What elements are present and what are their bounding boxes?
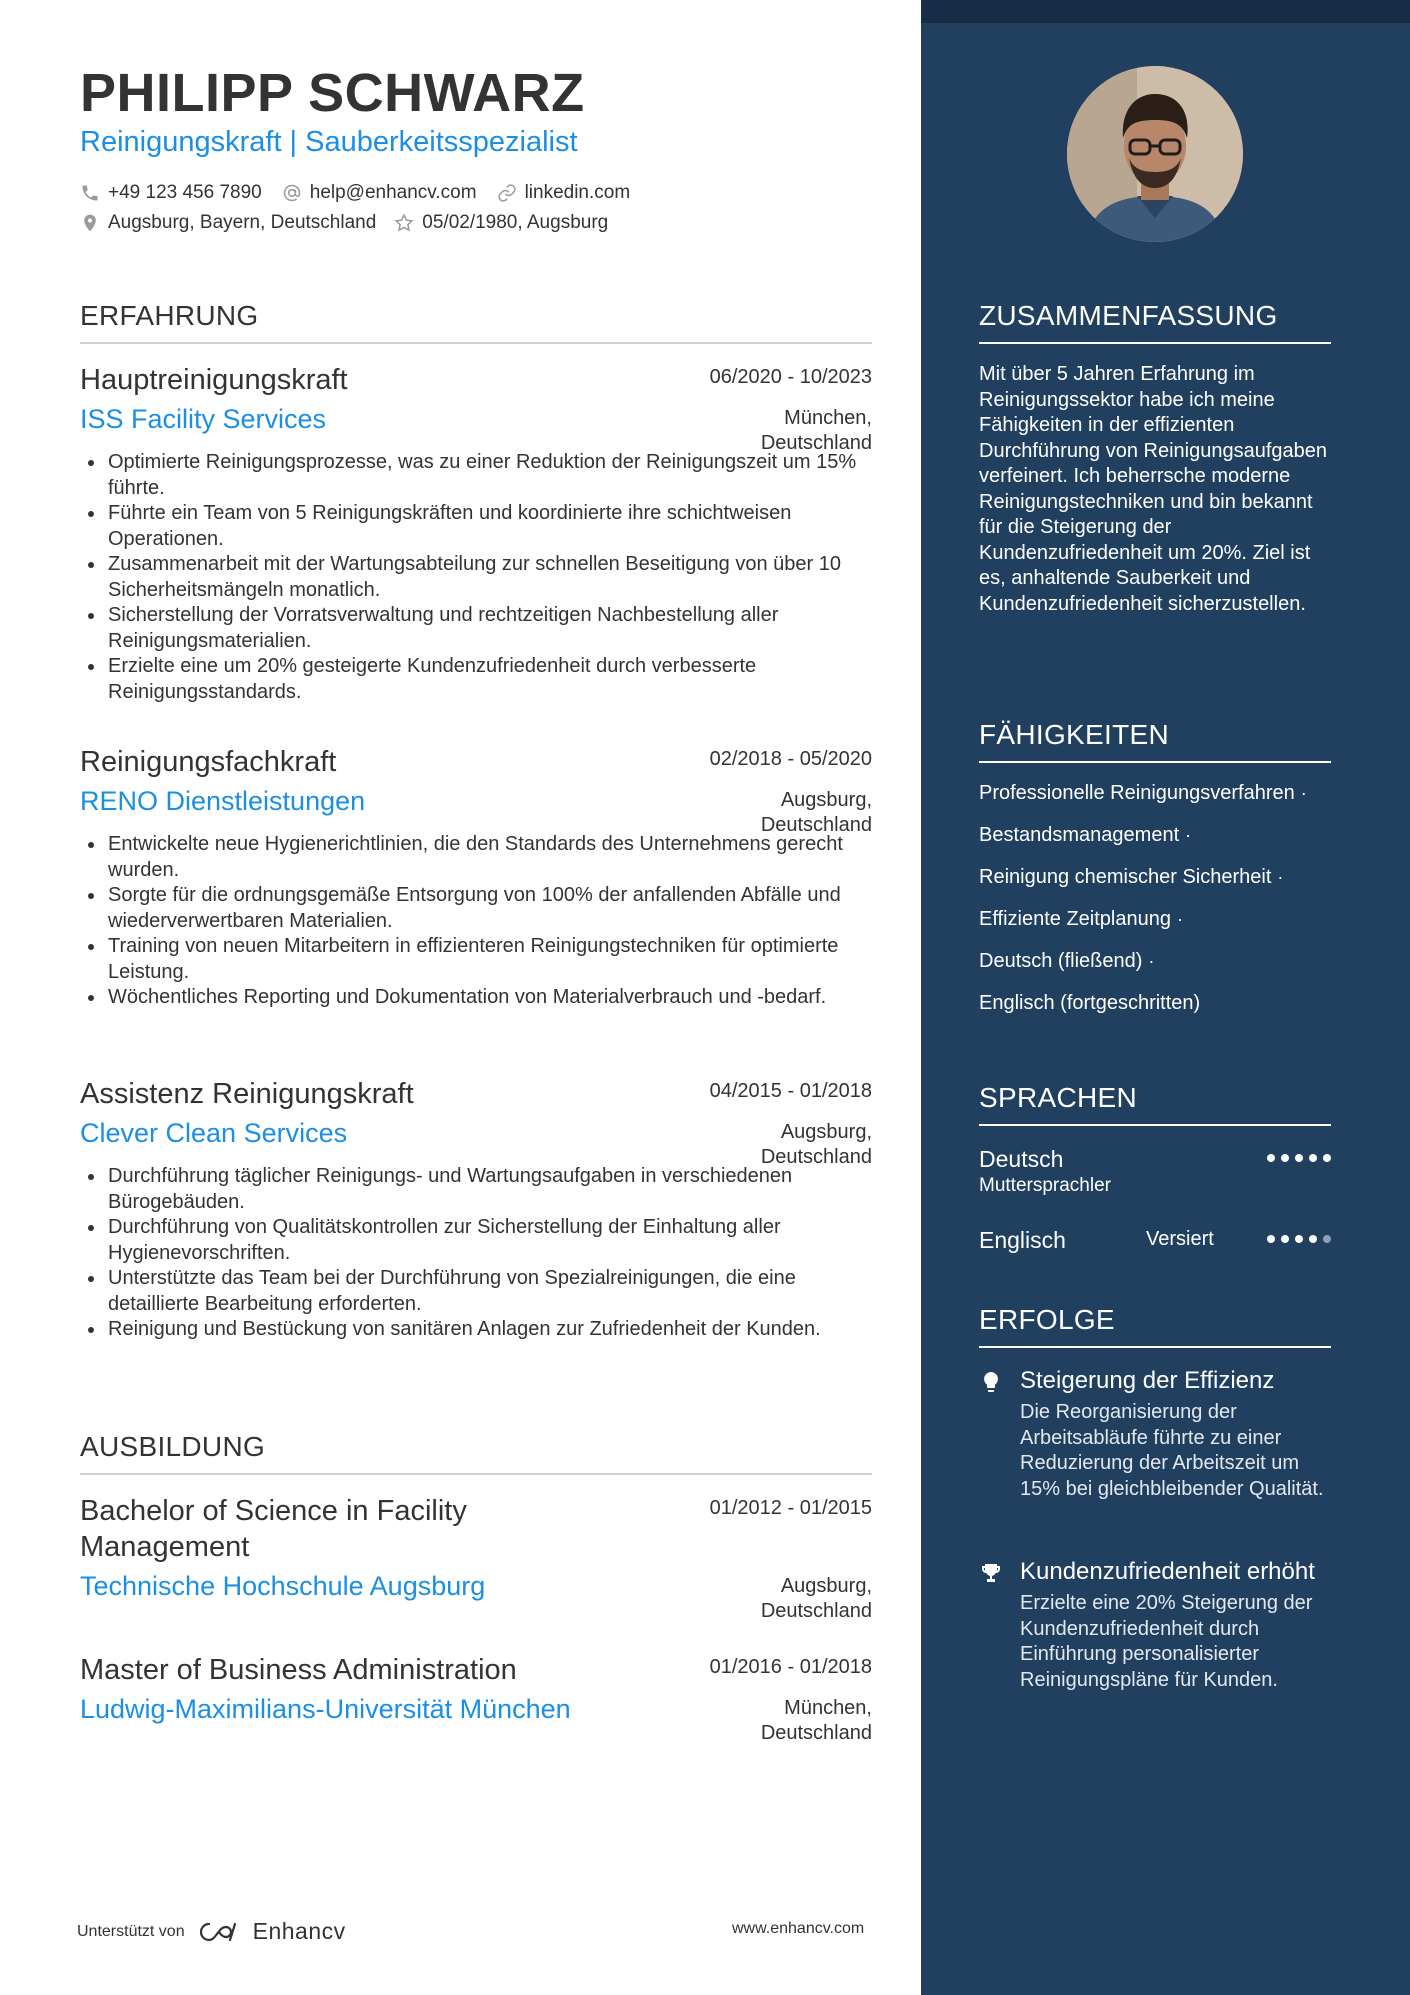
rating-dot-filled: [1281, 1235, 1289, 1243]
degree-title: Bachelor of Science in Facility Management: [80, 1495, 467, 1563]
achievement-description: Die Reorganisierung der Arbeitsabläufe führte zu einer Reduzierung der Arbeitszeit um 15% bei gleichbleibender Qualität.: [1020, 1401, 1324, 1500]
contact-email[interactable]: [282, 182, 477, 204]
summary-section-title: ZUSAMMENFASSUNG: [979, 300, 1331, 344]
job-dates: 02/2018 - 05/2020: [709, 748, 872, 770]
summary-text: Mit über 5 Jahren Erfahrung im Reinigungssektor habe ich meine Fähigkeiten in der effizienten Durchführung von Reinigungsaufgaben verfeinert. Ich beherrsche moderne Reinigungstechniken und bin bekannt für die Steigerung der Kundenzufriedenheit um 20%. Ziel ist es, anhaltende Sauberkeit und Kundenzufriedenheit sicherzustellen.: [979, 363, 1328, 615]
job-role: Hauptreinigungskraft: [80, 364, 348, 396]
experience-entry: [80, 362, 872, 705]
linkedin-text: linkedin.com: [524, 182, 631, 203]
job-bullet: Durchführung täglicher Reinigungs- und Wartungsaufgaben in verschiedenen Bürogebäuden.: [108, 1164, 872, 1215]
email-text: help@enhancv.com: [309, 182, 477, 203]
phone-icon: [80, 183, 100, 203]
contact-linkedin[interactable]: [497, 182, 631, 204]
skill-label: Deutsch (fließend): [979, 950, 1143, 972]
job-bullet: Führte ein Team von 5 Reinigungskräften und koordinierte ihre schichtweisen Operationen.: [108, 501, 872, 552]
achievement-title: Kundenzufriedenheit erhöht: [1020, 1558, 1315, 1585]
location-pin-icon: [80, 213, 100, 233]
languages-section-title: SPRACHEN: [979, 1082, 1331, 1126]
school-name[interactable]: Ludwig-Maximilians-Universität München: [80, 1694, 571, 1724]
job-bullet: Training von neuen Mitarbeitern in effizienteren Reinigungstechniken für optimierte Leistung.: [108, 934, 872, 985]
link-icon: [497, 183, 517, 203]
rating-dot-filled: [1309, 1154, 1317, 1162]
sidebar-top-bar: [921, 0, 1410, 23]
skill-separator: ·: [1176, 909, 1183, 929]
job-bullet: Erzielte eine um 20% gesteigerte Kundenzufriedenheit durch verbesserte Reinigungsstandards.: [108, 654, 872, 705]
job-bullet: Sorgte für die ordnungsgemäße Entsorgung von 100% der anfallenden Abfälle und wiederverwertbaren Materialien.: [108, 883, 872, 934]
rating-dot-empty: [1323, 1235, 1331, 1243]
skill-label: Reinigung chemischer Sicherheit: [979, 866, 1272, 888]
rating-dot-filled: [1309, 1235, 1317, 1243]
skill-item: [979, 778, 1379, 820]
birth-text: 05/02/1980, Augsburg: [422, 212, 609, 233]
job-dates: 04/2015 - 01/2018: [709, 1080, 872, 1102]
skill-item: [979, 904, 1379, 946]
phone-text: +49 123 456 7890: [108, 182, 262, 203]
skill-item: [979, 862, 1379, 904]
job-bullets: [80, 1164, 872, 1343]
language-name: Deutsch: [979, 1146, 1064, 1172]
language-level: Versiert: [1146, 1228, 1214, 1250]
education-section-title: AUSBILDUNG: [80, 1431, 872, 1475]
avatar-icon: [1067, 66, 1243, 242]
job-bullet: Zusammenarbeit mit der Wartungsabteilung zur schnellen Beseitigung von über 10 Sicherheitsmängeln monatlich.: [108, 552, 872, 603]
job-bullet: Wöchentliches Reporting und Dokumentation von Materialverbrauch und -bedarf.: [108, 985, 872, 1011]
skill-separator: ·: [1185, 825, 1192, 845]
job-bullets: [80, 450, 872, 705]
education-dates: 01/2016 - 01/2018: [709, 1656, 872, 1678]
job-company[interactable]: Clever Clean Services: [80, 1118, 348, 1148]
language-rating: [1261, 1154, 1331, 1162]
profile-photo: [1067, 66, 1243, 242]
rating-dot-filled: [1295, 1154, 1303, 1162]
skill-label: Englisch (fortgeschritten): [979, 992, 1201, 1014]
achievement-description: Erzielte eine 20% Steigerung der Kundenzufriedenheit durch Einführung personalisierter Reinigungspläne für Kunden.: [1020, 1592, 1313, 1691]
brand-name: Enhancv: [252, 1918, 346, 1944]
job-bullet: Reinigung und Bestückung von sanitären Anlagen zur Zufriedenheit der Kunden.: [108, 1317, 872, 1343]
job-bullet: Entwickelte neue Hygienerichtlinien, die den Standards des Unternehmens gerecht wurden.: [108, 832, 872, 883]
job-bullets: [80, 832, 872, 1011]
language-rating: [1261, 1235, 1331, 1243]
job-role: Assistenz Reinigungskraft: [80, 1078, 414, 1110]
skills-list: [979, 778, 1379, 1030]
skill-item: [979, 820, 1379, 862]
contact-row-2: [80, 212, 628, 234]
enhancv-logo-icon: [197, 1921, 243, 1943]
school-name[interactable]: Technische Hochschule Augsburg: [80, 1571, 486, 1601]
rating-dot-filled: [1267, 1154, 1275, 1162]
powered-by-text: Unterstützt von: [77, 1922, 185, 1940]
skill-separator: ·: [1277, 867, 1284, 887]
skill-separator: ·: [1148, 951, 1155, 971]
achievements-section-title: ERFOLGE: [979, 1304, 1331, 1348]
footer-website[interactable]: www.enhancv.com: [732, 1920, 865, 1937]
job-bullet: Optimierte Reinigungsprozesse, was zu einer Reduktion der Reinigungszeit um 15% führte.: [108, 450, 872, 501]
rating-dot-filled: [1267, 1235, 1275, 1243]
skill-label: Effiziente Zeitplanung: [979, 908, 1171, 930]
job-location: Augsburg, Deutschland: [760, 1121, 872, 1168]
achievement-item: [979, 1366, 1339, 1502]
contact-phone[interactable]: [80, 182, 262, 204]
job-bullet: Durchführung von Qualitätskontrollen zur Sicherstellung der Einhaltung aller Hygienevorschriften.: [108, 1215, 872, 1266]
experience-section-title: ERFAHRUNG: [80, 300, 872, 344]
education-location: München, Deutschland: [760, 1697, 872, 1744]
job-bullet: Unterstützte das Team bei der Durchführung von Spezialreinigungen, die eine detaillierte Bearbeitung erforderten.: [108, 1266, 872, 1317]
education-entry: [80, 1493, 872, 1622]
experience-entry: [80, 744, 872, 1011]
contact-location: [80, 212, 376, 234]
rating-dot-filled: [1281, 1154, 1289, 1162]
location-text: Augsburg, Bayern, Deutschland: [108, 212, 377, 233]
rating-dot-filled: [1323, 1154, 1331, 1162]
candidate-name: PHILIPP SCHWARZ: [80, 63, 585, 123]
contact-row-1: [80, 182, 650, 204]
skill-item: [979, 946, 1379, 988]
education-location: Augsburg, Deutschland: [760, 1575, 872, 1622]
candidate-title: Reinigungskraft | Sauberkeitsspezialist: [80, 126, 578, 158]
job-location: München, Deutschland: [760, 407, 872, 454]
footer-branding: [77, 1918, 346, 1945]
rating-dot-filled: [1295, 1235, 1303, 1243]
skill-separator: ·: [1300, 783, 1307, 803]
achievement-item: [979, 1557, 1339, 1693]
star-icon: [394, 213, 414, 233]
job-bullet: Sicherstellung der Vorratsverwaltung und rechtzeitigen Nachbestellung aller Reinigungsmaterialien.: [108, 603, 872, 654]
skill-item: [979, 988, 1379, 1030]
job-company[interactable]: RENO Dienstleistungen: [80, 786, 366, 816]
job-location: Augsburg, Deutschland: [760, 789, 872, 836]
skill-label: Bestandsmanagement: [979, 824, 1180, 846]
sidebar: [921, 0, 1410, 1995]
skills-section-title: FÄHIGKEITEN: [979, 719, 1331, 763]
experience-entry: [80, 1076, 872, 1343]
language-item: [979, 1225, 1331, 1255]
degree-title: Master of Business Administration: [80, 1654, 517, 1686]
contact-birth: [394, 212, 608, 234]
language-level: Muttersprachler: [979, 1175, 1111, 1196]
achievement-title: Steigerung der Effizienz: [1020, 1367, 1275, 1394]
language-name: Englisch: [979, 1227, 1066, 1253]
at-icon: [282, 183, 302, 203]
job-role: Reinigungsfachkraft: [80, 746, 337, 778]
education-entry: [80, 1652, 872, 1744]
language-item: [979, 1144, 1331, 1198]
skill-label: Professionelle Reinigungsverfahren: [979, 782, 1295, 804]
job-dates: 06/2020 - 10/2023: [709, 366, 872, 388]
job-company[interactable]: ISS Facility Services: [80, 404, 327, 434]
trophy-icon: [979, 1561, 1003, 1585]
education-dates: 01/2012 - 01/2015: [709, 1497, 872, 1519]
lightbulb-icon: [979, 1370, 1003, 1394]
